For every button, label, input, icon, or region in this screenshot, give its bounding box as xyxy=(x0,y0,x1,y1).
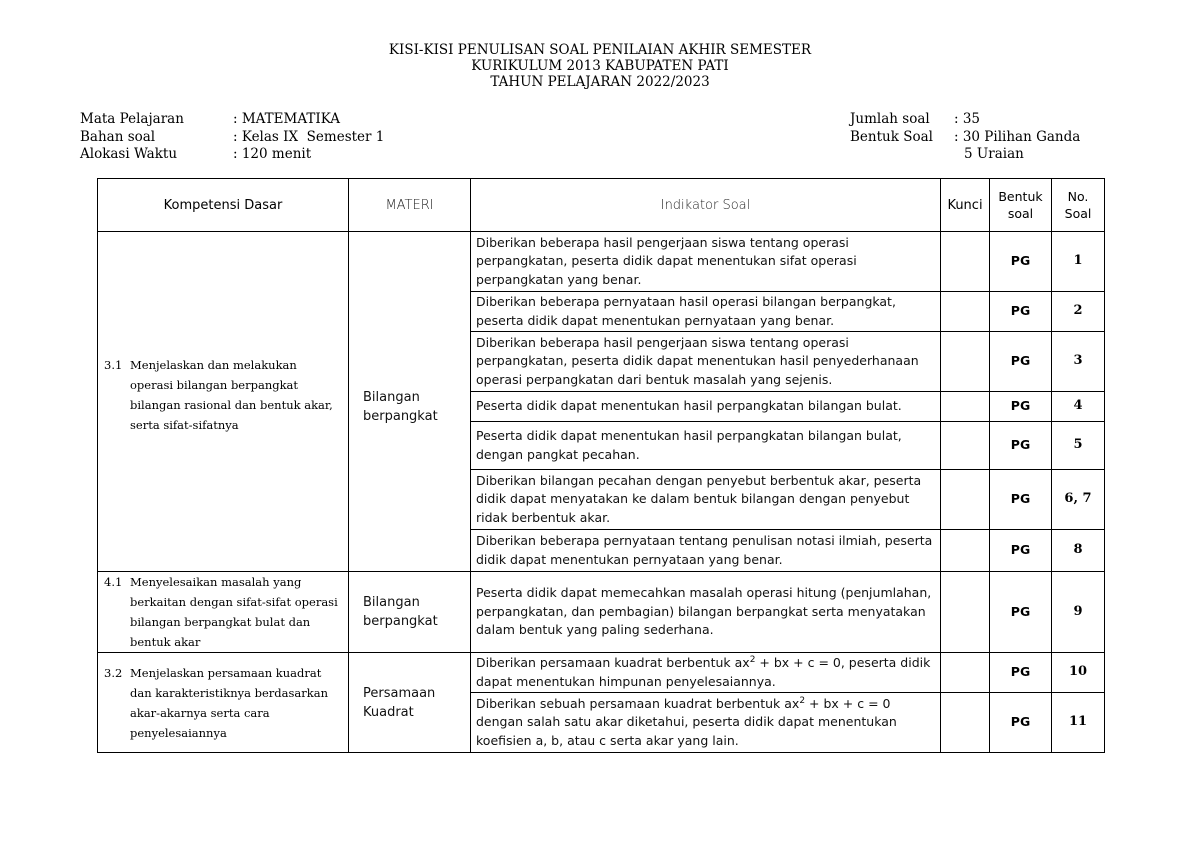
kd-cell-3-1: 3.1 Menjelaskan dan melakukan operasi bilangan berpangkat bilangan rasional dan bentuk akar, serta sifat-sifatnya xyxy=(98,232,349,572)
header-bentuk-soal: Bentuk soal xyxy=(990,179,1052,232)
bahan-value: : Kelas IX Semester 1 xyxy=(233,128,385,145)
header-kunci: Kunci xyxy=(941,179,990,232)
indikator-cell: Peserta didik dapat menentukan hasil perpangkatan bilangan bulat, dengan pangkat pecahan. xyxy=(471,422,941,470)
title-line-3: TAHUN PELAJARAN 2022/2023 xyxy=(490,74,710,90)
bentuk-cell: PG xyxy=(990,292,1052,332)
kunci-cell xyxy=(941,422,990,470)
waktu-value: : 120 menit xyxy=(233,146,312,162)
kunci-cell xyxy=(941,693,990,753)
table-row xyxy=(98,653,1105,693)
materi-cell-bilangan-1: Bilangan berpangkat xyxy=(349,232,471,572)
kunci-cell xyxy=(941,530,990,572)
indikator-cell: Diberikan beberapa hasil pengerjaan siswa tentang operasi perpangkatan, peserta didik dapat menentukan sifat operasi perpangkatan yang benar. xyxy=(471,232,941,292)
bentuk-label: Bentuk Soal xyxy=(850,128,933,145)
bentuk-value: : 30 Pilihan Ganda xyxy=(954,128,1081,145)
bentuk-value-uraian: 5 Uraian xyxy=(964,146,1024,162)
bentuk-cell: PG xyxy=(990,530,1052,572)
no-cell: 11 xyxy=(1052,693,1105,753)
no-cell: 8 xyxy=(1052,530,1105,572)
meta-right xyxy=(850,111,1080,164)
kunci-cell xyxy=(941,572,990,653)
bahan-label: Bahan soal xyxy=(80,128,156,145)
kd-cell-4-1: 4.1 Menyelesaikan masalah yang berkaitan dengan sifat-sifat operasi bilangan berpangkat bulat dan bentuk akar xyxy=(98,572,349,653)
indikator-cell: Diberikan sebuah persamaan kuadrat berbentuk $ax^2$ + bx + c = 0 dengan salah satu akar diketahui, peserta didik dapat menentukan koefisien a, b, atau c serta akar yang lain. xyxy=(471,693,941,753)
bentuk-cell: PG xyxy=(990,470,1052,530)
bentuk-cell: PG xyxy=(990,332,1052,392)
materi-cell-persamaan-kuadrat: Persamaan Kuadrat xyxy=(349,653,471,753)
table-row xyxy=(98,232,1105,292)
title-line-2: KURIKULUM 2013 KABUPATEN PATI xyxy=(471,58,729,74)
indikator-cell: Diberikan bilangan pecahan dengan penyebut berbentuk akar, peserta didik dapat menyatakan ke dalam bentuk bilangan dengan penyebut ridak berbentuk akar. xyxy=(471,470,941,530)
no-cell: 9 xyxy=(1052,572,1105,653)
kunci-cell xyxy=(941,332,990,392)
jumlah-value: : 35 xyxy=(954,111,981,127)
kunci-cell xyxy=(941,232,990,292)
waktu-label: Alokasi Waktu xyxy=(80,146,178,162)
kunci-cell xyxy=(941,653,990,693)
document-title xyxy=(0,42,1200,90)
kd-cell-3-2: 3.2 Menjelaskan persamaan kuadrat dan karakteristiknya berdasarkan akar-akarnya serta cara penyelesaiannya xyxy=(98,653,349,753)
table-header-row xyxy=(98,179,1105,232)
indikator-cell: Diberikan persamaan kuadrat berbentuk $ax^2$ + bx + c = 0, peserta didik dapat menentukan himpunan penyelesaiannya. xyxy=(471,653,941,693)
indikator-cell: Diberikan beberapa pernyataan hasil operasi bilangan berpangkat, peserta didik dapat menentukan pernyataan yang benar. xyxy=(471,292,941,332)
indikator-cell: Diberikan beberapa pernyataan tentang penulisan notasi ilmiah, peserta didik dapat menentukan pernyataan yang benar. xyxy=(471,530,941,572)
kunci-cell xyxy=(941,392,990,422)
no-cell: 5 xyxy=(1052,422,1105,470)
header-indikator: Indikator Soal xyxy=(471,179,941,232)
no-cell: 4 xyxy=(1052,392,1105,422)
title-line-1: KISI-KISI PENULISAN SOAL PENILAIAN AKHIR SEMESTER xyxy=(388,42,812,58)
no-cell: 6, 7 xyxy=(1052,470,1105,530)
bentuk-cell: PG xyxy=(990,653,1052,693)
bentuk-cell: PG xyxy=(990,392,1052,422)
indikator-cell: Peserta didik dapat menentukan hasil perpangkatan bilangan bulat. xyxy=(471,392,941,422)
meta-left xyxy=(80,111,384,164)
kunci-cell xyxy=(941,470,990,530)
kunci-cell xyxy=(941,292,990,332)
header-kompetensi-dasar: Kompetensi Dasar xyxy=(98,179,349,232)
no-cell: 10 xyxy=(1052,653,1105,693)
bentuk-cell: PG xyxy=(990,232,1052,292)
header-materi: MATERI xyxy=(349,179,471,232)
no-cell: 1 xyxy=(1052,232,1105,292)
header-no-soal: No. Soal xyxy=(1052,179,1105,232)
bentuk-cell: PG xyxy=(990,422,1052,470)
mapel-value: : MATEMATIKA xyxy=(233,111,340,127)
indikator-cell: Peserta didik dapat memecahkan masalah operasi hitung (penjumlahan, perpangkatan, dan pembagian) bilangan berpangkat serta menyatakan dalam bentuk yang paling sederhana. xyxy=(471,572,941,653)
kisi-kisi-table xyxy=(97,178,1105,753)
mapel-label: Mata Pelajaran xyxy=(80,111,184,127)
jumlah-label: Jumlah soal xyxy=(850,111,930,127)
no-cell: 3 xyxy=(1052,332,1105,392)
indikator-cell: Diberikan beberapa hasil pengerjaan siswa tentang operasi perpangkatan, peserta didik dapat menentukan hasil penyederhanaan operasi perpangkatan dari bentuk masalah yang sejenis. xyxy=(471,332,941,392)
table-row xyxy=(98,572,1105,653)
bentuk-cell: PG xyxy=(990,572,1052,653)
bentuk-cell: PG xyxy=(990,693,1052,753)
materi-cell-bilangan-2: Bilangan berpangkat xyxy=(349,572,471,653)
no-cell: 2 xyxy=(1052,292,1105,332)
